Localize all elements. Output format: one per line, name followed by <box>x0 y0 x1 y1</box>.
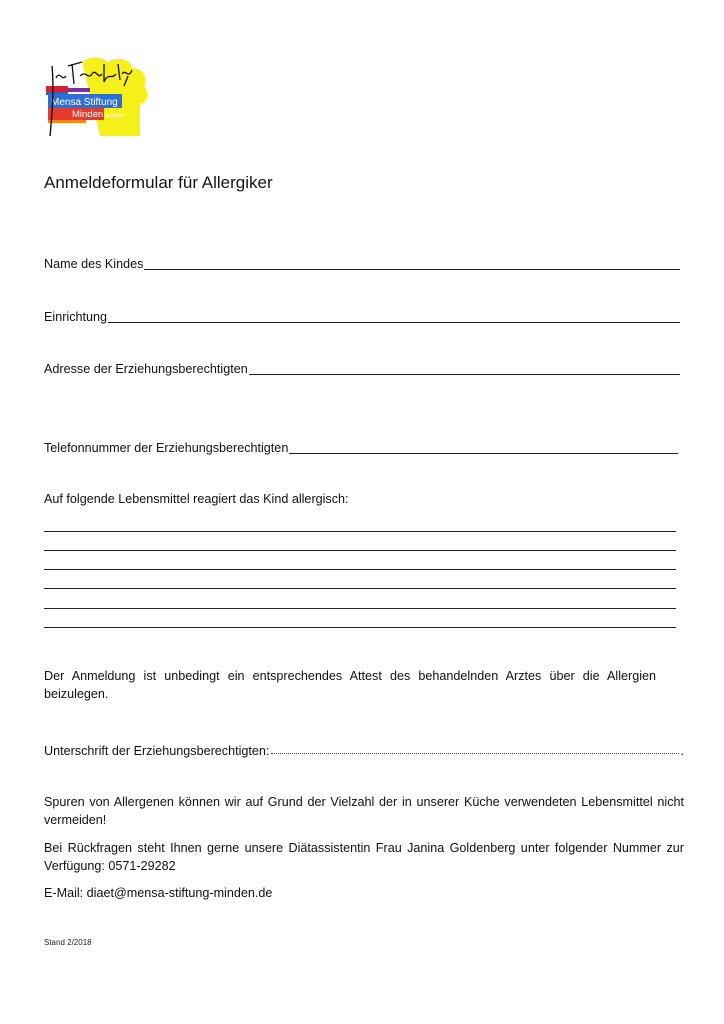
guardian-address-label: Adresse der Erziehungsberechtigten <box>44 362 248 376</box>
guardian-phone-field[interactable] <box>44 438 678 456</box>
guardian-phone-line[interactable] <box>289 453 678 454</box>
signature-label: Unterschrift der Erziehungsberechtigten: <box>44 744 270 758</box>
signature-end: . <box>680 744 684 758</box>
logo-suffix: gGmbH <box>105 113 124 119</box>
child-name-label: Name des Kindes <box>44 257 144 271</box>
contact-note: Bei Rückfragen steht Ihnen gerne unsere Diätassistentin Frau Janina Goldenberg unter folgender Nummer zur Verfügung: 0571-29282 <box>44 841 684 873</box>
company-logo <box>42 56 154 138</box>
allergy-line[interactable] <box>44 531 676 532</box>
facility-line[interactable] <box>108 322 680 323</box>
email-line: E-Mail: diaet@mensa-stiftung-minden.de <box>44 886 273 900</box>
allergy-line[interactable] <box>44 588 676 589</box>
allergy-line[interactable] <box>44 569 676 570</box>
traces-note: Spuren von Allergenen können wir auf Grund der Vielzahl der in unserer Küche verwendeten Lebensmittel nicht vermeiden! <box>44 795 684 827</box>
guardian-address-field[interactable] <box>44 359 680 377</box>
signature-dotted-line[interactable] <box>271 753 678 754</box>
guardian-address-line[interactable] <box>249 374 680 375</box>
child-name-field[interactable] <box>44 254 680 272</box>
allergy-line[interactable] <box>44 627 676 628</box>
guardian-phone-label: Telefonnummer der Erziehungsberechtigten <box>44 441 289 455</box>
allergy-prompt: Auf folgende Lebensmittel reagiert das Kind allergisch: <box>44 492 349 506</box>
allergy-line[interactable] <box>44 608 676 609</box>
logo-line1: Mensa Stiftung <box>51 97 118 108</box>
page-title: Anmeldeformular für Allergiker <box>44 173 273 192</box>
attest-note: Der Anmeldung ist unbedingt ein entsprechendes Attest des behandelnden Arztes über die Allergien beizulegen. <box>44 669 656 701</box>
facility-label: Einrichtung <box>44 310 108 324</box>
version-footer: Stand 2/2018 <box>44 938 92 947</box>
allergy-line[interactable] <box>44 550 676 551</box>
child-name-line[interactable] <box>144 269 680 270</box>
facility-field[interactable] <box>44 307 680 325</box>
logo-line2: Minden <box>72 109 104 120</box>
signature-field[interactable] <box>44 740 684 758</box>
